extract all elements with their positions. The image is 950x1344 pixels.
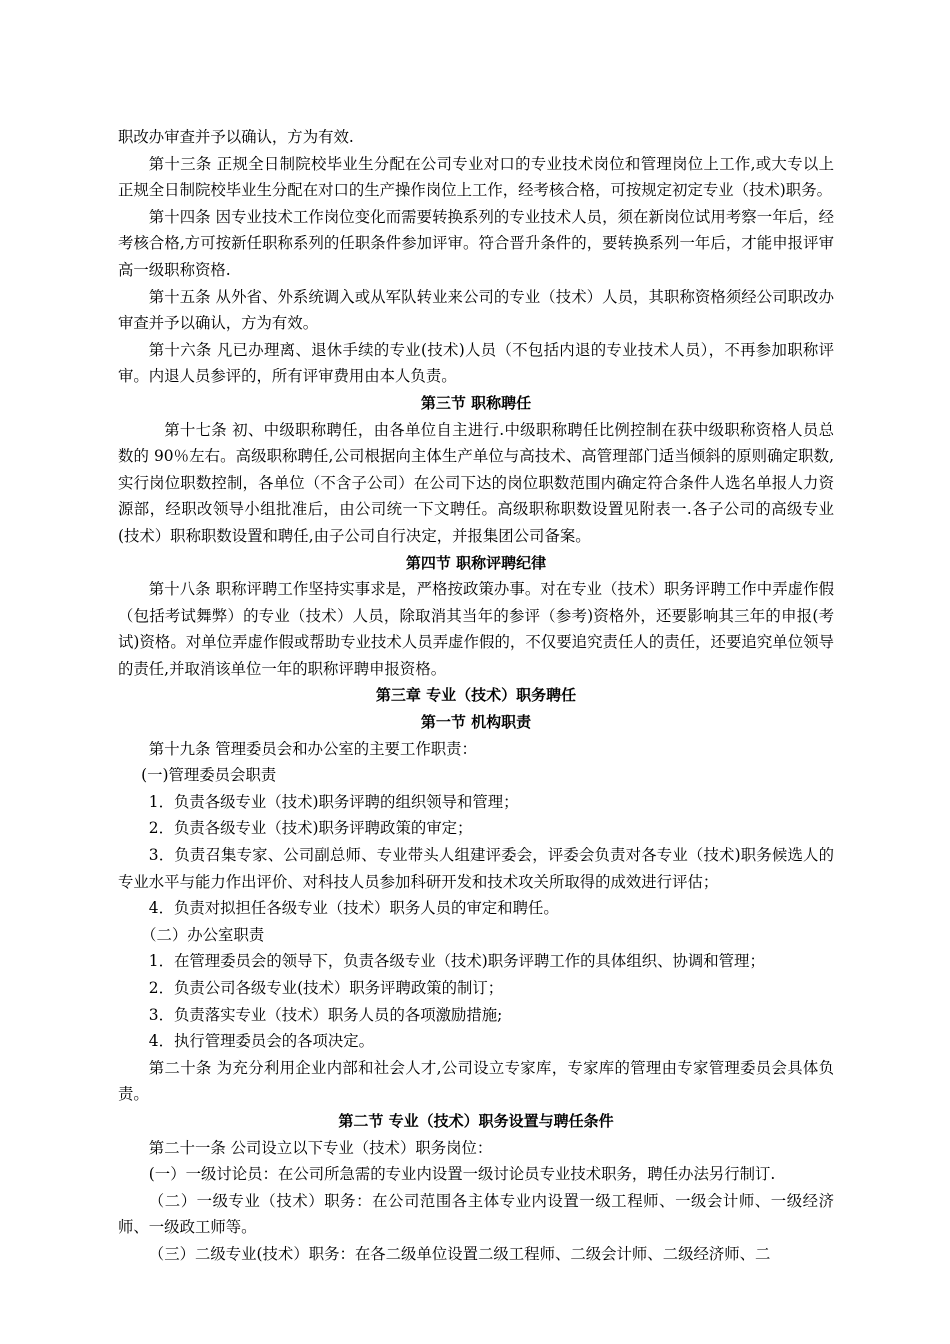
article-14: 第十四条 因专业技术工作岗位变化而需要转换系列的专业技术人员，须在新岗位试用考察一年后，经考核合格,方可按新任职称系列的任职条件参加评审。符合晋升条件的，要转换系列一年后，才能申报评审高一级职称资格.	[118, 207, 834, 279]
list-item: 1．在管理委员会的领导下，负责各级专业（技术)职务评聘工作的具体组织、协调和管理；	[148, 952, 765, 971]
section-heading-1: 第一节 机构职责	[420, 713, 532, 732]
list-item: 1．负责各级专业（技术)职务评聘的组织领导和管理；	[148, 792, 519, 811]
sub-heading-office: （二）办公室职责	[141, 925, 265, 944]
list-item: (一）一级讨论员：在公司所急需的专业内设置一级讨论员专业技术职务，聘任办法另行制订.	[148, 1165, 776, 1184]
section-heading-3: 第三节 职称聘任	[420, 393, 532, 412]
article-17: 第十七条 初、中级职称聘任，由各单位自主进行.中级职称聘任比例控制在获中级职称资格人员总数的 90％左右。高级职称聘任,公司根据向主体生产单位与高技术、高管理部门适当倾斜的原则确定职数,实行岗位职数控制，各单位（不含子公司）在公司下达的岗位职数范围内确定符合条件人选名单报人力资源部，经职改领导小组批准后，由公司统一下文聘任。高级职称职数设置见附表一.各子公司的高级专业(技术）职称职数设置和聘任,由子公司自行决定，并报集团公司备案。	[118, 420, 834, 545]
section-heading-4: 第四节 职称评聘纪律	[405, 553, 547, 572]
list-item: 4．执行管理委员会的各项决定。	[148, 1032, 375, 1051]
article-15: 第十五条 从外省、外系统调入或从军队转业来公司的专业（技术）人员，其职称资格须经公司职改办审查并予以确认，方为有效。	[118, 287, 834, 333]
list-item: 2．负责公司各级专业(技术）职务评聘政策的制订；	[148, 979, 504, 997]
document-page	[118, 124, 834, 1268]
article-16: 第十六条 凡已办理离、退休手续的专业(技术)人员（不包括内退的专业技术人员），不再参加职称评审。内退人员参评的，所有评审费用由本人负责。	[118, 340, 834, 386]
list-item: 3．负责落实专业（技术）职务人员的各项激励措施;	[148, 1005, 503, 1024]
list-item: （二）一级专业（技术）职务：在公司范围各主体专业内设置一级工程师、一级会计师、一级经济师、一级政工师等。	[118, 1191, 834, 1237]
sub-heading-committee: (一)管理委员会职责	[141, 766, 277, 785]
list-item: 3．负责召集专家、公司副总师、专业带头人组建评委会，评委会负责对各专业（技术)职务候选人的专业水平与能力作出评价、对科技人员参加科研开发和技术攻关所取得的成效进行评估；	[118, 846, 834, 891]
article-20: 第二十条 为充分利用企业内部和社会人才,公司设立专家库，专家库的管理由专家管理委员会具体负责。	[118, 1058, 834, 1104]
list-item: （三）二级专业(技术）职务：在各二级单位设置二级工程师、二级会计师、二级经济师、二	[148, 1244, 771, 1263]
article-13: 第十三条 正规全日制院校毕业生分配在公司专业对口的专业技术岗位和管理岗位上工作,或大专以上正规全日制院校毕业生分配在对口的生产操作岗位上工作，经考核合格，可按规定初定专业（技术)职务。	[118, 154, 834, 200]
section-heading-2: 第二节 专业（技术）职务设置与聘任条件	[338, 1111, 614, 1130]
list-item: 4．负责对拟担任各级专业（技术）职务人员的审定和聘任。	[148, 899, 559, 918]
article-19: 第十九条 管理委员会和办公室的主要工作职责：	[148, 739, 477, 758]
paragraph: 职改办审查并予以确认，方为有效.	[118, 128, 354, 146]
article-18: 第十八条 职称评聘工作坚持实事求是，严格按政策办事。对在专业（技术）职务评聘工作中弄虚作假（包括考试舞弊）的专业（技术）人员，除取消其当年的参评（参考)资格外，还要影响其三年的申报(考试)资格。对单位弄虚作假或帮助专业技术人员弄虚作假的，不仅要追究责任人的责任，还要追究单位领导的责任,并取消该单位一年的职称评聘申报资格。	[118, 580, 834, 678]
chapter-heading-3: 第三章 专业（技术）职务聘任	[375, 686, 577, 705]
article-21: 第二十一条 公司设立以下专业（技术）职务岗位：	[148, 1138, 493, 1157]
list-item: 2．负责各级专业（技术)职务评聘政策的审定；	[148, 819, 473, 838]
